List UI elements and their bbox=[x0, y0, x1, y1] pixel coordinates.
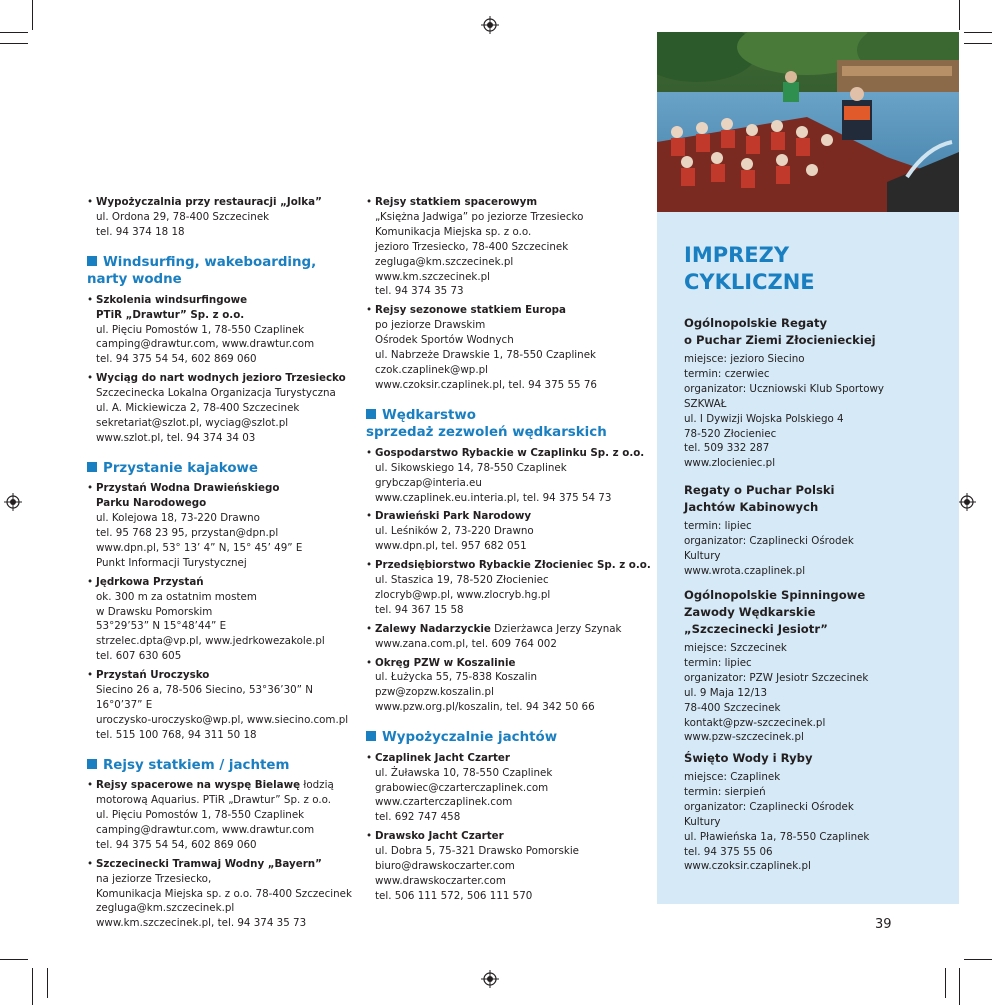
event-heading bbox=[684, 587, 954, 638]
bullet-icon: • bbox=[366, 510, 373, 523]
entry-line: Szczecinecka Lokalna Organizacja Turystyczna bbox=[96, 387, 336, 400]
entry-title: Szczecinecki Tramwaj Wodny „Bayern” bbox=[96, 857, 322, 870]
list-item bbox=[366, 829, 656, 904]
entry-line: jezioro Trzesiecko, 78-400 Szczecinek bbox=[375, 240, 569, 253]
list-item bbox=[366, 446, 656, 506]
dragon-boat-race-photo bbox=[657, 32, 959, 212]
entry-line: www.drawskoczarter.com bbox=[375, 874, 506, 887]
entry-title-line bbox=[96, 668, 357, 683]
list-item bbox=[87, 668, 357, 743]
section-heading-row bbox=[87, 757, 357, 775]
event-detail-line: Kultury bbox=[684, 815, 721, 828]
entry-line: zegluga@km.szczecinek.pl bbox=[96, 902, 235, 915]
entry-title: Rejsy statkiem spacerowym bbox=[375, 196, 538, 208]
list-item bbox=[366, 195, 656, 299]
entry-title-line bbox=[375, 446, 656, 461]
entry-line: 53°29’53” N 15°48’44” E bbox=[96, 620, 227, 633]
entry-line: www.czaplinek.eu.interia.pl, tel. 94 375 54 73 bbox=[375, 491, 612, 504]
list-item bbox=[366, 622, 656, 652]
entry-line: ul. Pięciu Pomostów 1, 78-550 Czaplinek bbox=[96, 323, 305, 336]
entry-title: Gospodarstwo Rybackie w Czaplinku Sp. z o.o. bbox=[375, 446, 645, 459]
section-heading bbox=[366, 729, 656, 747]
event-heading-line: o Puchar Ziemi Złocienieckiej bbox=[684, 333, 876, 347]
event-heading bbox=[684, 315, 954, 349]
bullet-icon: • bbox=[87, 293, 94, 306]
list-item bbox=[87, 481, 357, 570]
entry-title-tail: Dzierżawca Jerzy Szynak bbox=[490, 622, 622, 635]
entry-line: www.dpn.pl, tel. 957 682 051 bbox=[375, 540, 527, 553]
bullet-icon: • bbox=[366, 830, 373, 843]
entry-line: strzelec.dpta@vp.pl, www.jedrkowezakole.pl bbox=[96, 635, 325, 648]
crop-mark bbox=[47, 968, 48, 998]
square-bullet-icon bbox=[87, 256, 97, 266]
entry-title: Przedsiębiorstwo Rybackie Złocieniec Sp. z o.o. bbox=[375, 559, 651, 572]
event-heading-line: „Szczecinecki Jesiotr” bbox=[684, 622, 828, 636]
section-heading bbox=[87, 757, 357, 775]
entry-title-line bbox=[96, 195, 357, 210]
section-heading-row bbox=[87, 460, 357, 478]
list-item bbox=[87, 293, 357, 368]
entry-title: Rejsy sezonowe statkiem Europa bbox=[375, 304, 566, 317]
events-title bbox=[684, 242, 815, 296]
bullet-icon: • bbox=[87, 575, 94, 588]
entry-title: Okręg PZW w Koszalinie bbox=[375, 656, 516, 669]
entry-title: Przystań Uroczysko bbox=[96, 669, 210, 682]
event-heading-line: Zawody Wędkarskie bbox=[684, 605, 816, 619]
event-heading bbox=[684, 482, 954, 516]
event-detail-line: termin: sierpień bbox=[684, 785, 766, 798]
entry-line: ul. Nabrzeże Drawskie 1, 78-550 Czaplinek bbox=[375, 349, 596, 362]
entry-line: camping@drawtur.com, www.drawtur.com bbox=[96, 338, 315, 351]
entry-line: „Księżna Jadwiga” po jeziorze Trzesiecko bbox=[375, 210, 584, 223]
entry-line: ul. Sikowskiego 14, 78-550 Czaplinek bbox=[375, 461, 567, 474]
entry-line: tel. 94 374 35 73 bbox=[375, 285, 464, 298]
event-detail-line: organizator: Uczniowski Klub Sportowy bbox=[684, 382, 885, 395]
entry-title-line bbox=[96, 371, 357, 386]
entry-line: Komunikacja Miejska sp. z o.o. 78-400 Szczecinek bbox=[96, 887, 352, 900]
left-column bbox=[87, 195, 357, 935]
page-number: 39 bbox=[875, 917, 892, 932]
event-item bbox=[684, 587, 954, 745]
entry-line: www.km.szczecinek.pl bbox=[375, 270, 491, 283]
entry-line: po jeziorze Drawskim bbox=[375, 319, 486, 332]
entry-title-line bbox=[375, 622, 656, 637]
entry-line: sekretariat@szlot.pl, wyciag@szlot.pl bbox=[96, 416, 289, 429]
entry-line: www.dpn.pl, 53° 13’ 4” N, 15° 45’ 49” E bbox=[96, 541, 303, 554]
event-detail-line: termin: lipiec bbox=[684, 520, 752, 532]
entry-line: Ośrodek Sportów Wodnych bbox=[375, 334, 514, 347]
entry-line: ok. 300 m za ostatnim mostem bbox=[96, 590, 257, 603]
entry-title-line bbox=[375, 195, 656, 210]
square-bullet-icon bbox=[87, 759, 97, 769]
registration-mark-icon bbox=[958, 493, 976, 511]
entry-line: biuro@drawskoczarter.com bbox=[375, 860, 515, 873]
entry-line: Komunikacja Miejska sp. z o.o. bbox=[375, 225, 532, 238]
entry-line: www.czoksir.czaplinek.pl, tel. 94 375 55 76 bbox=[375, 378, 597, 391]
crop-mark bbox=[0, 43, 28, 44]
section-heading bbox=[87, 460, 357, 478]
entry-line: www.czarterczaplinek.com bbox=[375, 796, 513, 809]
crop-mark bbox=[959, 0, 960, 30]
event-heading-line: Święto Wody i Ryby bbox=[684, 751, 813, 765]
registration-mark-icon bbox=[4, 493, 22, 511]
entry-line: tel. 94 374 18 18 bbox=[96, 225, 185, 238]
crop-mark bbox=[32, 968, 33, 1005]
entry-line: Parku Narodowego bbox=[96, 497, 207, 510]
event-detail-line: www.wrota.czaplinek.pl bbox=[684, 564, 806, 577]
list-item bbox=[87, 195, 357, 240]
event-detail-line: www.zlocieniec.pl bbox=[684, 457, 776, 470]
event-detail-line: organizator: PZW Jesiotr Szczecinek bbox=[684, 671, 869, 684]
entry-title-tail: łodzią bbox=[300, 779, 334, 792]
entry-line: tel. 607 630 605 bbox=[96, 650, 182, 663]
event-detail-line: tel. 509 332 287 bbox=[684, 442, 770, 455]
list-item bbox=[366, 558, 656, 618]
square-bullet-icon bbox=[366, 409, 376, 419]
section-gap bbox=[87, 244, 357, 254]
entry-line: tel. 95 768 23 95, przystan@dpn.pl bbox=[96, 527, 279, 539]
entry-line: czok.czaplinek@wp.pl bbox=[375, 363, 488, 376]
event-detail-line: ul. Pławieńska 1a, 78-550 Czaplinek bbox=[684, 830, 870, 843]
bullet-icon: • bbox=[366, 196, 373, 208]
entry-line: ul. Ordona 29, 78-400 Szczecinek bbox=[96, 210, 270, 223]
entry-title-line bbox=[375, 751, 656, 766]
entry-line: Punkt Informacji Turystycznej bbox=[96, 556, 247, 569]
entry-line: ul. A. Mickiewicza 2, 78-400 Szczecinek bbox=[96, 402, 300, 415]
event-detail-line: ul. 9 Maja 12/13 bbox=[684, 686, 768, 699]
crop-mark bbox=[964, 959, 992, 960]
bullet-icon: • bbox=[366, 622, 373, 635]
crop-mark bbox=[945, 968, 946, 998]
entry-line: ul. Łużycka 55, 75-838 Koszalin bbox=[375, 671, 538, 684]
photo-illustration bbox=[657, 32, 959, 212]
entry-title: Czaplinek Jacht Czarter bbox=[375, 751, 510, 764]
entry-title-line bbox=[375, 558, 656, 573]
bullet-icon: • bbox=[87, 779, 94, 792]
entry-title-line bbox=[375, 656, 656, 671]
square-bullet-icon bbox=[87, 462, 97, 472]
entry-title-line bbox=[375, 303, 656, 318]
entry-line: camping@drawtur.com, www.drawtur.com bbox=[96, 823, 315, 836]
event-item bbox=[684, 750, 954, 874]
entry-title-line bbox=[96, 481, 357, 496]
bullet-icon: • bbox=[366, 751, 373, 764]
section-heading-row bbox=[366, 729, 656, 747]
event-detail-line: organizator: Czaplinecki Ośrodek bbox=[684, 534, 854, 547]
entry-title: Jędrkowa Przystań bbox=[96, 575, 204, 588]
section-heading-row bbox=[366, 407, 656, 425]
entry-line: pzw@zopzw.koszalin.pl bbox=[375, 686, 494, 699]
entry-line: tel. 515 100 768, 94 311 50 18 bbox=[96, 728, 257, 741]
entry-line: Siecino 26 a, 78-506 Siecino, 53°36’30” N 16°0’37” E bbox=[96, 684, 313, 711]
entry-line: PTiR „Drawtur” Sp. z o.o. bbox=[96, 308, 245, 321]
event-item bbox=[684, 482, 954, 579]
entry-title: Wyciąg do nart wodnych jezioro Trzesiecko bbox=[96, 372, 346, 385]
section-heading bbox=[87, 254, 357, 289]
event-heading-line: Ogólnopolskie Spinningowe bbox=[684, 588, 866, 602]
event-detail-line: www.pzw-szczecinek.pl bbox=[684, 731, 804, 744]
list-item bbox=[87, 778, 357, 853]
entry-line: tel. 692 747 458 bbox=[375, 811, 461, 824]
entry-line: uroczysko-uroczysko@wp.pl, www.siecino.com.pl bbox=[96, 713, 349, 726]
entry-line: ul. Pięciu Pomostów 1, 78-550 Czaplinek bbox=[96, 809, 305, 821]
entry-line: grabowiec@czarterczaplinek.com bbox=[375, 781, 549, 794]
crop-mark bbox=[0, 959, 28, 960]
entry-title: Drawieński Park Narodowy bbox=[375, 510, 532, 523]
crop-mark bbox=[964, 32, 992, 33]
bullet-icon: • bbox=[87, 196, 94, 208]
section-heading-text: Przystanie kajakowe bbox=[103, 460, 258, 476]
section-heading-row bbox=[87, 254, 357, 272]
section-gap bbox=[87, 450, 357, 460]
crop-mark bbox=[959, 968, 960, 1005]
entry-line: www.km.szczecinek.pl, tel. 94 374 35 73 bbox=[96, 917, 307, 930]
entry-line: www.szlot.pl, tel. 94 374 34 03 bbox=[96, 431, 256, 444]
event-item bbox=[684, 315, 954, 471]
bullet-icon: • bbox=[87, 669, 94, 682]
section-gap bbox=[366, 397, 656, 407]
section-heading-text: Wypożyczalnie jachtów bbox=[382, 730, 558, 746]
section-heading-line: sprzedaż zezwoleń wędkarskich bbox=[366, 425, 607, 441]
entry-line: tel. 94 375 54 54, 602 869 060 bbox=[96, 838, 257, 851]
event-detail-line: SZKWAŁ bbox=[684, 397, 727, 410]
entry-title-line bbox=[96, 575, 357, 590]
bullet-icon: • bbox=[366, 559, 373, 572]
square-bullet-icon bbox=[366, 731, 376, 741]
entry-title: Rejsy spacerowe na wyspę Bielawę bbox=[96, 779, 301, 792]
entry-line: w Drawsku Pomorskim bbox=[96, 605, 213, 618]
event-detail-line: miejsce: jezioro Siecino bbox=[684, 353, 805, 365]
list-item bbox=[87, 371, 357, 446]
entry-title-line bbox=[96, 293, 357, 308]
entry-line: ul. Staszica 19, 78-520 Złocieniec bbox=[375, 574, 549, 587]
entry-line: zlocryb@wp.pl, www.zlocryb.hg.pl bbox=[375, 588, 551, 601]
entry-title: Wypożyczalnia przy restauracji „Jolka” bbox=[96, 196, 322, 208]
entry-title-line bbox=[96, 857, 357, 872]
entry-line: ul. Leśników 2, 73-220 Drawno bbox=[375, 525, 534, 538]
events-title-line: IMPREZY bbox=[684, 243, 790, 267]
middle-column bbox=[366, 195, 656, 908]
event-detail-line: Kultury bbox=[684, 549, 721, 562]
event-heading-line: Jachtów Kabinowych bbox=[684, 500, 819, 514]
list-item bbox=[366, 509, 656, 554]
event-detail-line: termin: lipiec bbox=[684, 656, 752, 669]
entry-line: motorową Aquarius. PTiR „Drawtur” Sp. z o.o. bbox=[96, 794, 331, 807]
entry-line: grybczap@interia.eu bbox=[375, 476, 482, 489]
event-heading-line: Ogólnopolskie Regaty bbox=[684, 316, 828, 330]
event-detail-line: kontakt@pzw-szczecinek.pl bbox=[684, 716, 826, 729]
entry-line: www.pzw.org.pl/koszalin, tel. 94 342 50 66 bbox=[375, 701, 595, 714]
entry-title: Przystań Wodna Drawieńskiego bbox=[96, 482, 280, 495]
bullet-icon: • bbox=[87, 372, 94, 385]
registration-mark-icon bbox=[481, 16, 499, 34]
entry-line: tel. 506 111 572, 506 111 570 bbox=[375, 889, 533, 902]
entry-line: www.zana.com.pl, tel. 609 764 002 bbox=[375, 637, 557, 650]
registration-mark-icon bbox=[481, 970, 499, 988]
event-detail-line: organizator: Czaplinecki Ośrodek bbox=[684, 800, 854, 813]
list-item bbox=[87, 575, 357, 664]
section-heading-text: Wędkarstwo bbox=[382, 407, 476, 423]
section-gap bbox=[366, 719, 656, 729]
events-title-line: CYKLICZNE bbox=[684, 270, 815, 294]
section-heading bbox=[366, 407, 656, 442]
entry-title-line bbox=[96, 778, 357, 793]
list-item bbox=[366, 303, 656, 392]
entry-line: tel. 94 375 54 54, 602 869 060 bbox=[96, 353, 257, 366]
bullet-icon: • bbox=[87, 482, 94, 495]
section-gap bbox=[87, 747, 357, 757]
entry-line: na jeziorze Trzesiecko, bbox=[96, 872, 212, 885]
section-heading-line: narty wodne bbox=[87, 272, 182, 288]
list-item bbox=[366, 751, 656, 826]
list-item bbox=[366, 656, 656, 716]
event-detail-line: www.czoksir.czaplinek.pl bbox=[684, 860, 811, 873]
bullet-icon: • bbox=[366, 656, 373, 669]
section-heading-text: Windsurfing, wakeboarding, bbox=[103, 254, 317, 270]
crop-mark bbox=[32, 0, 33, 30]
bullet-icon: • bbox=[366, 304, 373, 317]
entry-title: Zalewy Nadarzyckie bbox=[375, 622, 491, 635]
event-detail-line: tel. 94 375 55 06 bbox=[684, 845, 773, 858]
entry-title-line bbox=[375, 829, 656, 844]
crop-mark bbox=[964, 43, 992, 44]
events-panel bbox=[657, 32, 959, 904]
event-detail-line: miejsce: Szczecinek bbox=[684, 642, 787, 654]
event-heading-line: Regaty o Puchar Polski bbox=[684, 483, 835, 497]
event-detail-line: termin: czerwiec bbox=[684, 367, 770, 380]
entry-line: ul. Kolejowa 18, 73-220 Drawno bbox=[96, 512, 260, 525]
event-detail-line: miejsce: Czaplinek bbox=[684, 771, 781, 783]
bullet-icon: • bbox=[87, 857, 94, 870]
event-detail-line: ul. I Dywizji Wojska Polskiego 4 bbox=[684, 412, 844, 425]
bullet-icon: • bbox=[366, 446, 373, 459]
event-detail-line: 78-400 Szczecinek bbox=[684, 701, 781, 714]
list-item bbox=[87, 857, 357, 932]
entry-line: ul. Dobra 5, 75-321 Drawsko Pomorskie bbox=[375, 845, 580, 858]
entry-line: tel. 94 367 15 58 bbox=[375, 603, 464, 616]
crop-mark bbox=[0, 32, 28, 33]
event-heading bbox=[684, 750, 954, 767]
entry-line: ul. Żuławska 10, 78-550 Czaplinek bbox=[375, 766, 553, 779]
entry-title-line bbox=[375, 509, 656, 524]
event-detail-line: 78-520 Złocieniec bbox=[684, 427, 777, 440]
entry-title: Drawsko Jacht Czarter bbox=[375, 830, 504, 843]
section-heading-text: Rejsy statkiem / jachtem bbox=[103, 757, 290, 773]
entry-line: zegluga@km.szczecinek.pl bbox=[375, 255, 514, 268]
entry-title: Szkolenia windsurfingowe bbox=[96, 293, 248, 306]
